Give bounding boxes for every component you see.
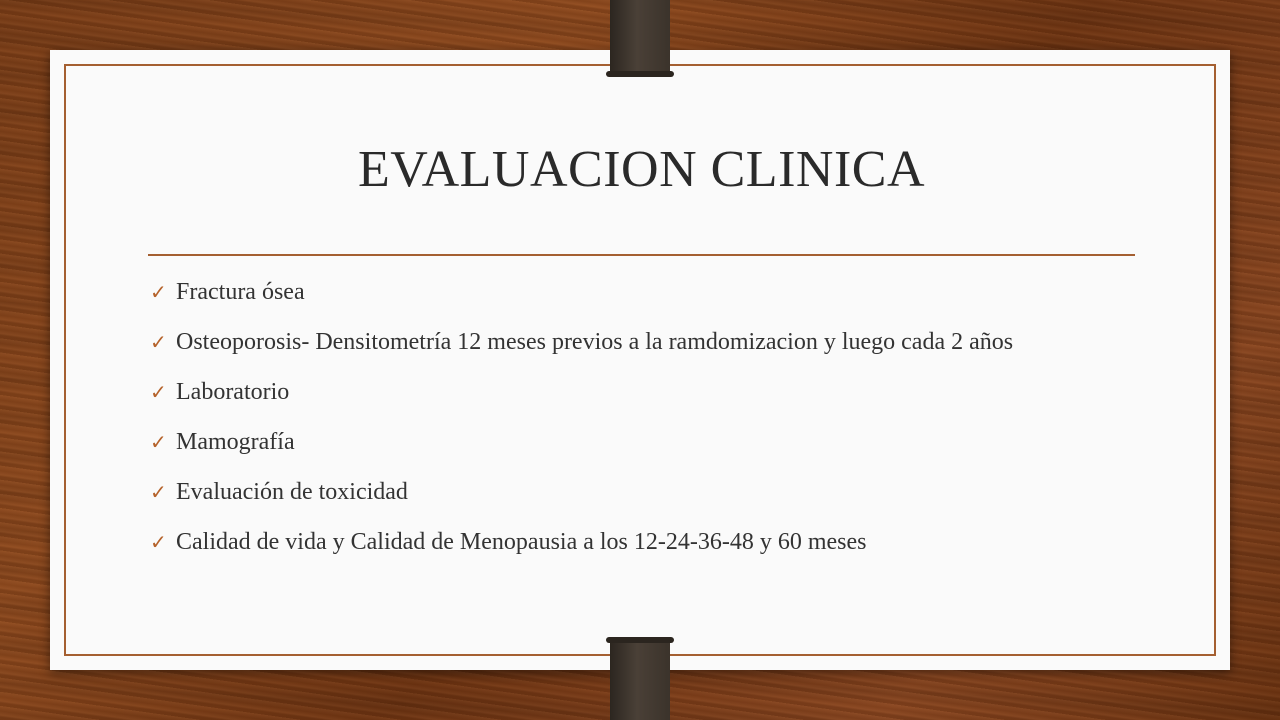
checkmark-icon: ✓ — [150, 380, 167, 404]
bullet-item — [150, 526, 1120, 558]
bullet-text: Osteoporosis- Densitometría 12 meses previos a la ramdomizacion y luego cada 2 años — [176, 329, 1014, 355]
bullet-list — [150, 276, 1120, 576]
slide-title: EVALUACION CLINICA — [357, 141, 925, 198]
bullet-text: Mamografía — [176, 429, 295, 455]
bullet-item — [150, 426, 1120, 458]
checkmark-icon: ✓ — [150, 280, 167, 304]
top-strap — [610, 0, 670, 74]
checkmark-icon: ✓ — [150, 530, 167, 554]
bullet-item — [150, 376, 1120, 408]
bullet-item — [150, 476, 1120, 508]
checkmark-icon: ✓ — [150, 430, 167, 454]
bottom-strap-edge — [606, 637, 674, 643]
bullet-text: Fractura ósea — [176, 279, 305, 305]
bottom-strap — [610, 640, 670, 720]
bullet-text: Evaluación de toxicidad — [176, 479, 408, 505]
title-divider — [148, 254, 1135, 256]
bullet-text: Calidad de vida y Calidad de Menopausia a los 12-24-36-48 y 60 meses — [176, 529, 867, 555]
bullet-text: Laboratorio — [176, 379, 290, 405]
checkmark-icon: ✓ — [150, 480, 167, 504]
bullet-item — [150, 326, 1120, 358]
checkmark-icon: ✓ — [150, 330, 167, 354]
top-strap-edge — [606, 71, 674, 77]
bullet-item — [150, 276, 1120, 308]
